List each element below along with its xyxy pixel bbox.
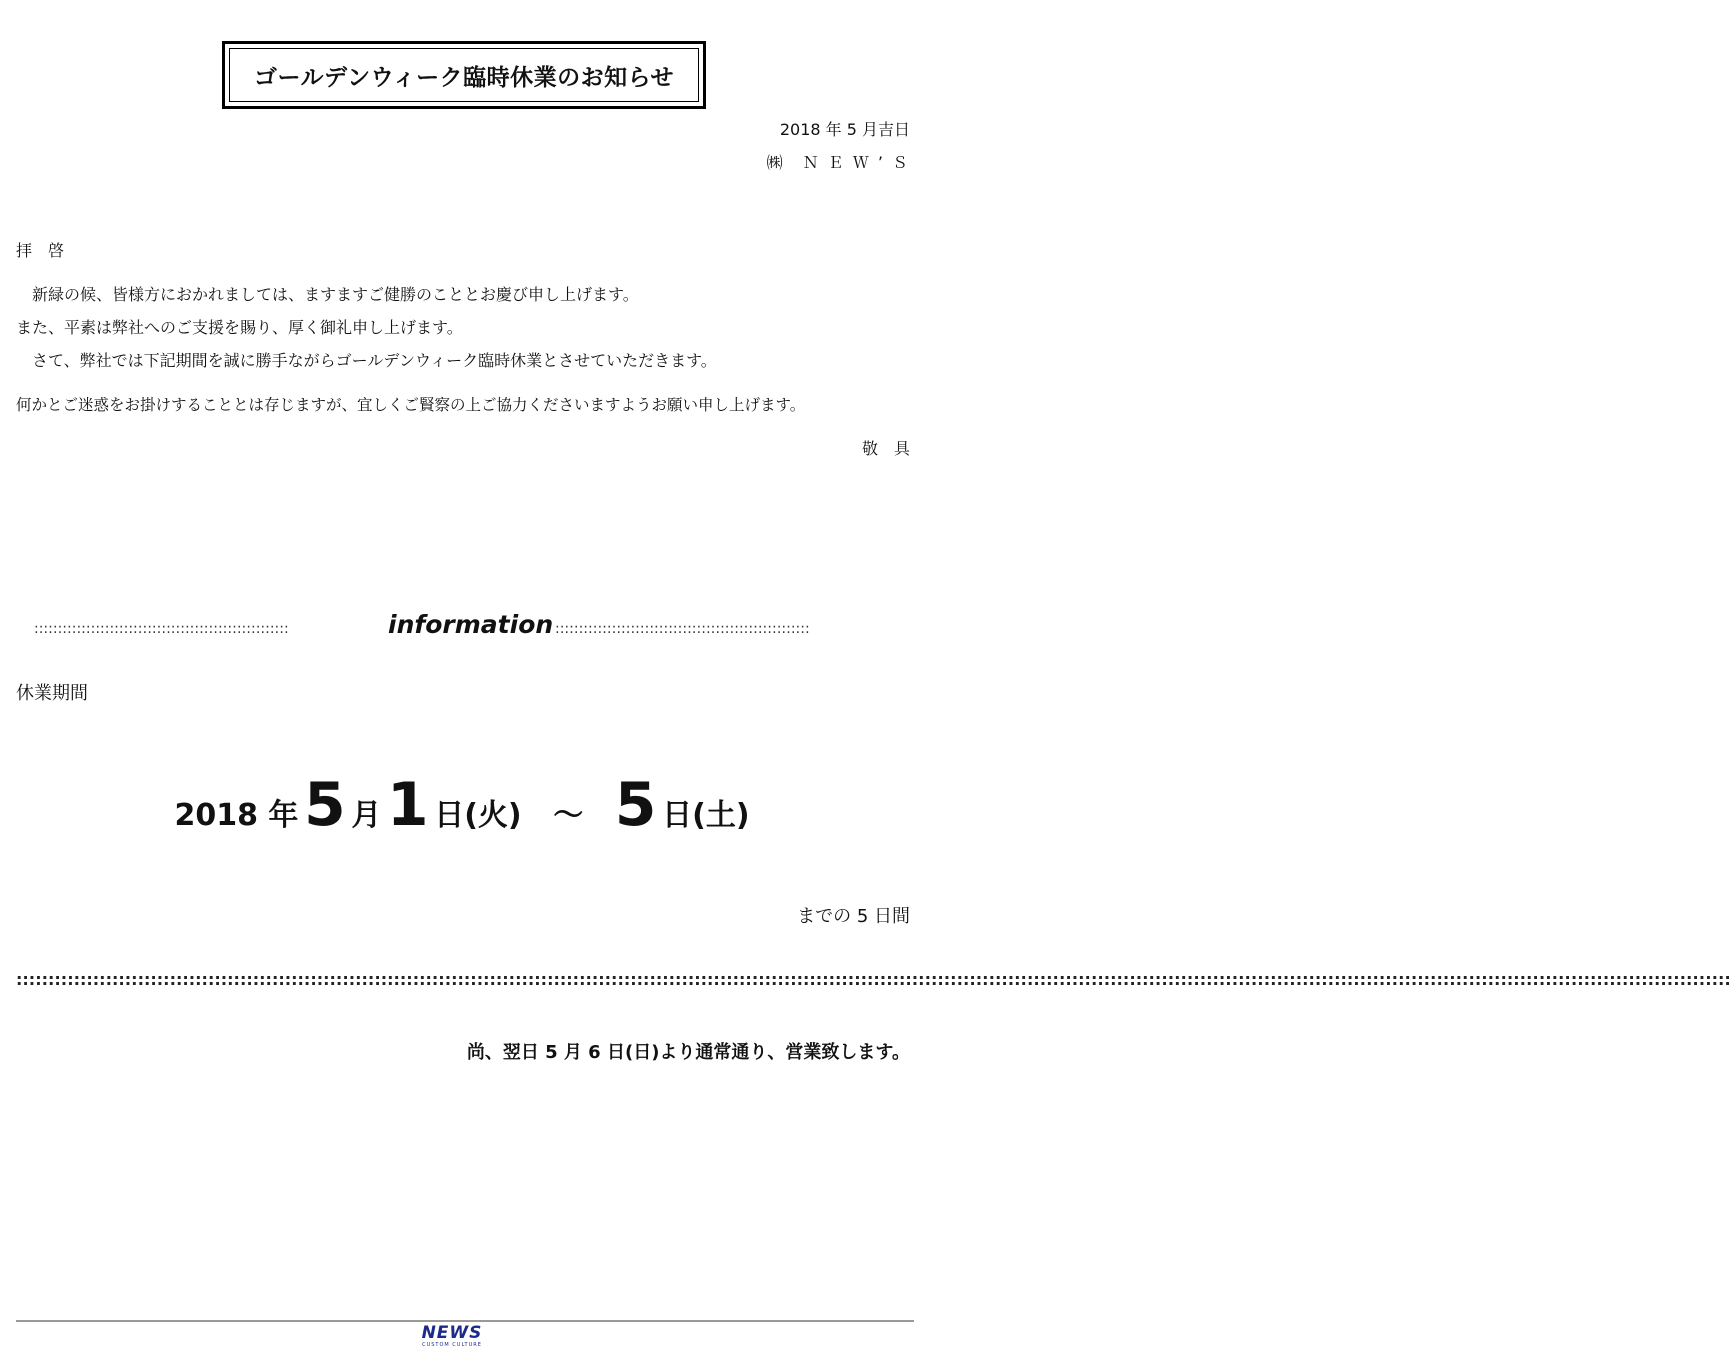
dotted-separator: ::::::::::::::::::::::::::::::::::::::::::::::::::::::::::::::::::::::::::::::::::::::::::::::::::::::::::::::::::::::::::::::::::::::::::::::::::::::::::::::::::::::::::::::::::::::::::::::::::::::::::::::::::::::::::::::::::::::::::::::::::::::::::::::::::::::::::::	[16, 970, 1731, 989]
letter-line: 新緑の候、皆様方におかれましては、ますますご健勝のこととお慶び申し上げます。	[16, 285, 639, 304]
closure-end-day: 5	[614, 770, 657, 840]
logo-main-text: NEWS	[421, 1323, 483, 1343]
letter-line: 何かとご迷惑をお掛けすることとは存じますが、宜しくご賢察の上ご協力くださいますようお願い申し上げます。	[16, 396, 806, 414]
closure-end-suffix: 日(土)	[662, 798, 750, 833]
letter-line: また、平素は弊社へのご支援を賜り、厚く御礼申し上げます。	[16, 318, 463, 337]
closure-tilde: ～	[553, 798, 584, 833]
issue-date: 2018 年 5 月吉日	[779, 120, 910, 139]
logo-sub-text: CUSTOM CULTURE	[422, 1342, 482, 1348]
news-logo	[392, 1322, 512, 1348]
title-inner-border	[229, 48, 699, 102]
info-dots-left: ::::::::::::::::::::::::::::::::::::::::::::::::::::::	[34, 621, 289, 637]
letter-closing: 敬 具	[861, 439, 910, 458]
letter-opening: 拝 啓	[16, 241, 65, 260]
closure-month-unit: 月	[351, 798, 382, 833]
company-name: ㈱ Ｎ Ｅ Ｗ ’ Ｓ	[766, 153, 910, 172]
closure-year: 2018 年	[174, 798, 299, 833]
closure-dates	[0, 770, 924, 840]
closure-start-month: 5	[303, 770, 346, 840]
closure-duration: までの 5 日間	[797, 906, 910, 927]
closure-label: 休業期間	[16, 683, 88, 704]
page-title: ゴールデンウィーク臨時休業のお知らせ	[253, 64, 674, 91]
info-heading: information	[388, 610, 554, 639]
reopening-notice: 尚、翌日 5 月 6 日(日)より通常通り、営業致します。	[466, 1042, 910, 1063]
title-box	[222, 41, 706, 109]
letter-line: さて、弊社では下記期間を誠に勝手ながらゴールデンウィーク臨時休業とさせていただきます。	[16, 351, 717, 370]
closure-start-suffix: 日(火)	[434, 798, 522, 833]
info-dots-right: ::::::::::::::::::::::::::::::::::::::::::::::::::::::	[555, 621, 810, 637]
closure-start-day: 1	[386, 770, 429, 840]
